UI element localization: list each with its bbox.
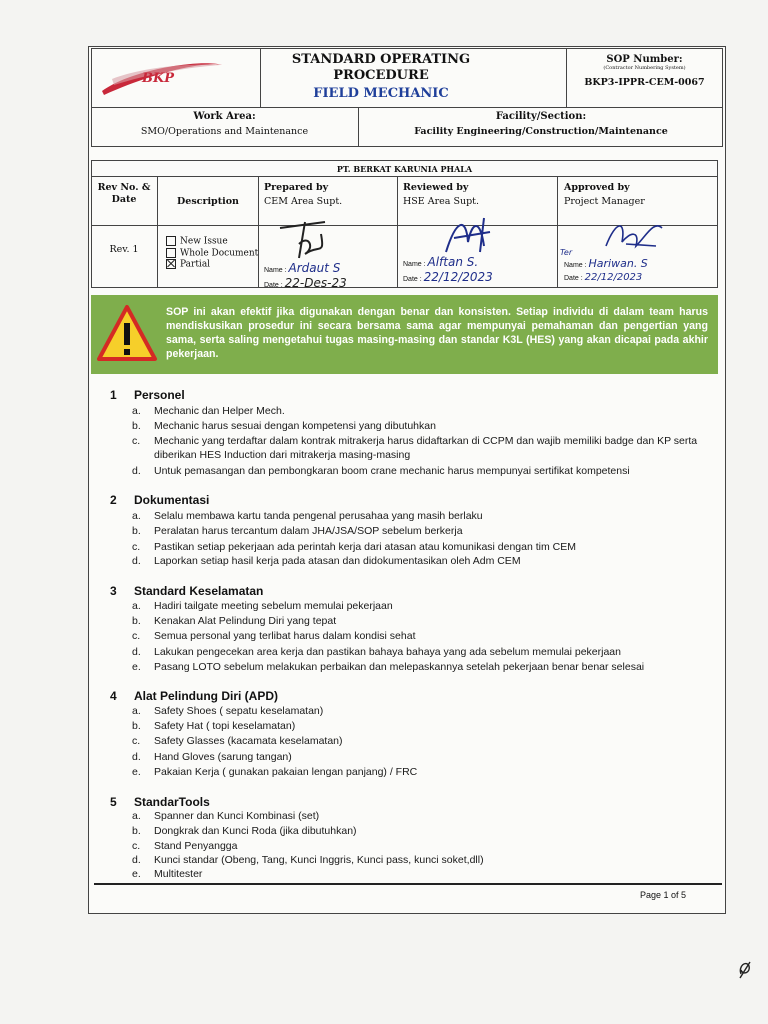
list-item <box>132 704 712 718</box>
section-title <box>110 689 278 703</box>
list-item-text: Kunci standar (Obeng, Tang, Kunci Inggris, Kunci pass, kunci soket,dll) <box>154 854 484 866</box>
doc-subtitle: FIELD MECHANIC <box>313 86 449 101</box>
list-item-text: Pastikan setiap pekerjaan ada perintah kerja dari atasan atau komunikasi dengan tim CEM <box>154 541 576 553</box>
approved-date: 22/12/2023 <box>584 272 643 283</box>
list-item-letter: e. <box>132 766 141 778</box>
list-item-text: Dongkrak dan Kunci Roda (jika dibutuhkan) <box>154 825 357 837</box>
section-number: 4 <box>110 689 117 703</box>
handwritten-mark-icon <box>736 958 754 980</box>
checked-checkbox-icon <box>166 259 176 269</box>
list-item-letter: b. <box>132 825 141 837</box>
list-item-letter: c. <box>132 541 141 553</box>
approved-prefix: Ter <box>560 248 573 257</box>
section-number: 5 <box>110 795 117 809</box>
list-item-letter: d. <box>132 465 141 477</box>
list-item-letter: d. <box>132 854 141 866</box>
list-item-text: Mechanic harus sesuai dengan kompetensi yang dibutuhkan <box>154 420 436 432</box>
list-item-text: Hand Gloves (sarung tangan) <box>154 751 292 763</box>
list-item <box>132 765 712 779</box>
list-item-letter: d. <box>132 555 141 567</box>
list-item-text: Pakaian Kerja ( gunakan pakaian lengan panjang) / FRC <box>154 766 418 778</box>
warning-text: SOP ini akan efektif jika digunakan dengan benar dan konsisten. Setiap individu di dalam team harus mendiskusikan prosedur ini secara bersama sama agar mempunyai pemahaman dan pengertian yang sama, serta saling mengetahui tugas masing-masing dan standar K3L (HES) yang akan dicapai pada akhir pekerjaan. <box>166 306 708 360</box>
bkp-logo-icon <box>92 49 260 107</box>
list-item-text: Pasang LOTO sebelum melakukan perbaikan dan melepaskannya setelah pekerjaan benar benar selesai <box>154 661 645 673</box>
list-item <box>132 419 712 433</box>
list-item <box>132 614 712 628</box>
list-item-text: Mechanic dan Helper Mech. <box>154 405 285 417</box>
option-whole-document: Whole Document <box>166 248 258 260</box>
list-item-letter: c. <box>132 840 141 852</box>
list-item-text: Hadiri tailgate meeting sebelum memulai pekerjaan <box>154 600 393 612</box>
list-item <box>132 809 712 823</box>
prepared-by: Prepared by CEM Area Supt. <box>264 182 343 207</box>
warning-triangle-icon <box>96 303 158 363</box>
list-item <box>132 434 712 462</box>
list-item-letter: a. <box>132 600 141 612</box>
section-heading: Alat Pelindung Diri (APD) <box>134 689 278 703</box>
rev-value: Rev. 1 <box>109 244 139 255</box>
list-item-letter: c. <box>132 630 141 642</box>
prepared-date: 22-Des-23 <box>284 276 347 290</box>
list-item <box>132 540 712 554</box>
list-item-text: Peralatan harus tercantum dalam JHA/JSA/SOP sebelum berkerja <box>154 525 463 537</box>
rev-header: Rev No. & Date <box>97 182 151 205</box>
section-number: 2 <box>110 493 117 507</box>
section-title <box>110 388 185 402</box>
list-item-text: Multitester <box>154 868 203 880</box>
list-item-letter: c. <box>132 735 141 747</box>
list-item-letter: b. <box>132 525 141 537</box>
reviewed-name: Alftan S. <box>427 255 479 269</box>
sop-label: SOP Number: <box>606 54 683 65</box>
list-item <box>132 734 712 748</box>
list-item-letter: d. <box>132 646 141 658</box>
list-item <box>132 660 712 674</box>
list-item-letter: a. <box>132 810 141 822</box>
section-heading: StandarTools <box>134 795 210 809</box>
list-item <box>132 839 712 853</box>
work-area: Work Area: SMO/Operations and Maintenance <box>140 111 309 137</box>
list-item-text: Selalu membawa kartu tanda pengenal perusahaa yang masih berlaku <box>154 510 483 522</box>
checkbox-icon <box>166 248 176 258</box>
option-partial: Partial <box>166 259 258 271</box>
list-item-text: Safety Shoes ( sepatu keselamatan) <box>154 705 324 717</box>
list-item <box>132 750 712 764</box>
list-item-letter: c. <box>132 435 141 447</box>
section-title <box>110 584 263 598</box>
approved-name: Hariwan. S <box>588 257 648 270</box>
list-item-letter: e. <box>132 661 141 673</box>
list-item <box>132 645 712 659</box>
list-item-letter: d. <box>132 751 141 763</box>
approved-signoff: Name : Hariwan. S Date : 22/12/2023 <box>564 257 648 283</box>
sop-number: BKP3-IPPR-CEM-0067 <box>584 77 705 88</box>
list-item <box>132 464 712 478</box>
facility-section: Facility/Section: Facility Engineering/Construction/Maintenance <box>414 111 668 137</box>
list-item <box>132 824 712 838</box>
page-number: Page 1 of 5 <box>640 890 687 900</box>
list-item-letter: e. <box>132 868 141 880</box>
list-item <box>132 867 712 881</box>
list-item-text: Laporkan setiap hasil kerja pada atasan dan didokumentasikan oleh Adm CEM <box>154 555 521 567</box>
list-item-letter: b. <box>132 720 141 732</box>
list-item <box>132 629 712 643</box>
option-new-issue: New Issue <box>166 236 258 248</box>
prepared-signoff: Name : Ardaut S Date : 22-Des-23 <box>264 261 347 290</box>
section-heading: Dokumentasi <box>134 493 210 507</box>
logo-text: BKP <box>142 71 175 86</box>
approved-by: Approved by Project Manager <box>564 182 645 207</box>
reviewed-signature-icon <box>440 212 500 260</box>
list-item <box>132 599 712 613</box>
list-item <box>132 524 712 538</box>
list-item-text: Semua personal yang terlibat harus dalam kondisi sehat <box>154 630 416 642</box>
list-item-letter: b. <box>132 615 141 627</box>
list-item <box>132 719 712 733</box>
desc-header: Description <box>177 196 239 207</box>
list-item-text: Lakukan pengecekan area kerja dan pastikan bahaya bahaya yang ada sebelum memulai pekerjaan <box>154 646 621 658</box>
list-item-text: Safety Glasses (kacamata keselamatan) <box>154 735 343 747</box>
reviewed-by: Reviewed by HSE Area Supt. <box>403 182 479 207</box>
doc-title: STANDARD OPERATING PROCEDURE FIELD MECHANIC <box>262 52 500 102</box>
footer-rule <box>94 883 722 885</box>
list-item-text: Stand Penyangga <box>154 840 238 852</box>
list-item <box>132 853 712 867</box>
section-heading: Personel <box>134 388 185 402</box>
list-item-letter: b. <box>132 420 141 432</box>
list-item-letter: a. <box>132 705 141 717</box>
sop-number-cell <box>566 48 723 108</box>
list-item <box>132 404 712 418</box>
sop-note: (Contractor Numbering System) <box>603 65 686 71</box>
list-item-text: Mechanic yang terdaftar dalam kontrak mitrakerja harus didaftarkan di CCPM dan wajib memiliki badge dan KP serta diberikan HES Induction dari mitrakerja masing-masing <box>154 435 698 461</box>
section-number: 3 <box>110 584 117 598</box>
section-title <box>110 795 210 809</box>
section-heading: Standard Keselamatan <box>134 584 264 598</box>
approved-signature-icon <box>596 216 676 256</box>
checkbox-icon <box>166 236 176 246</box>
revision-options <box>166 236 258 271</box>
logo-cell <box>91 48 261 108</box>
list-item <box>132 554 712 568</box>
list-item-text: Untuk pemasangan dan pembongkaran boom crane mechanic harus mempunyai sertifikat kompetensi <box>154 465 630 477</box>
list-item-text: Spanner dan Kunci Kombinasi (set) <box>154 810 320 822</box>
reviewed-signoff: Name : Alftan S. Date : 22/12/2023 <box>403 255 493 284</box>
section-number: 1 <box>110 388 117 402</box>
list-item-letter: a. <box>132 510 141 522</box>
list-item-text: Safety Hat ( topi keselamatan) <box>154 720 296 732</box>
company-name: PT. BERKAT KARUNIA PHALA <box>336 164 473 174</box>
list-item <box>132 509 712 523</box>
list-item-letter: a. <box>132 405 141 417</box>
reviewed-date: 22/12/2023 <box>423 270 493 284</box>
prepared-name: Ardaut S <box>288 261 341 275</box>
section-title <box>110 493 209 507</box>
list-item-text: Kenakan Alat Pelindung Diri yang tepat <box>154 615 337 627</box>
prepared-signature-icon <box>275 214 345 264</box>
